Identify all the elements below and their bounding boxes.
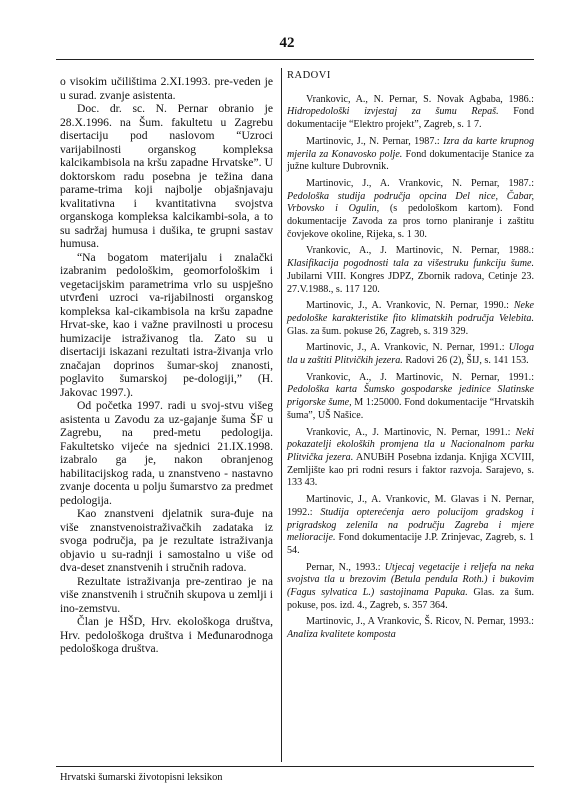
reference-entry [287,342,534,367]
reference-authors: Vrankovic, A., J. Martinovic, N. Pernar, 1991.: [306,371,534,383]
reference-authors: Pernar, N., 1993.: [306,561,385,573]
reference-entry [287,245,534,296]
paragraph: Kao znanstveni djelatnik sura-đuje na više znanstvenoistraživačkih zadataka iz svoga područja, pa je rezultate istraživanja objavio u su-radnji i samostalno u više od dva-deset znanstvenih i stručnih radova. [60,507,273,574]
reference-authors: Martinovic, J., A. Vrankovic, N. Pernar, 1991.: [306,342,509,354]
works-heading: RADOVI [287,70,331,81]
reference-source: M 1:25000. Fond dokumentacije “Hrvatskih šuma”, UŠ Našice. [287,397,534,421]
reference-title: Neke pedološke karakteristike fito klimatskih područja Velebita. [287,300,534,324]
reference-source: Glas. za šum. pokuse, pos. izd. 4., Zagreb, s. 357 364. [287,587,534,611]
reference-authors: Vrankovic, A., N. Pernar, S. Novak Agbaba, 1986.: [306,93,534,105]
reference-title: Studija opterećenja aero polucijom gradskog i prigradskog zelenila na području Zagreba i mjere melioracije. [287,506,534,544]
reference-title: Pedološka karta Šumsko gospodarske jedinice Slatinske prigorske šume, [287,384,534,409]
reference-title: Klasifikacija pogodnosti tala za višestruku funkciju šume. [287,258,534,270]
reference-source: Glas. za šum. pokuse 26, Zagreb, s. 319 329. [287,325,469,337]
reference-authors: Martinovic, J., A Vrankovic, Š. Ricov, N. Pernar, 1993.: [306,616,534,628]
reference-title: Uloga tla u zaštiti Plitvičkih jezera. [287,342,534,367]
reference-source: Jubilarni VIII. Kongres JDPZ, Zbornik radova, Cetinje 23. 27.V.1988., s. 117 120. [287,270,534,295]
reference-entry [287,616,534,641]
reference-authors: Martinovic, J., A. Vrankovic, N. Pernar, 1987.: [306,177,534,189]
works-column [287,70,534,646]
reference-source: Fond dokumentacije Stanice za južne kulture Dubrovnik. [287,148,535,173]
footer-text: Hrvatski šumarski životopisni leksikon [60,772,223,783]
reference-title: Izra da karte krupnog mjerila za Konavosko polje. [287,135,534,160]
reference-entry [287,136,534,174]
reference-entry [287,300,534,338]
biography-column [60,75,273,656]
reference-authors: Martinovic, J., A. Vrankovic, M. Glavas i N. Pernar, 1992.: [287,494,534,518]
paragraph: o visokim učilištima 2.XI.1993. pre-veden je u surad. zvanje asistenta. [60,75,273,102]
reference-source: Fond dokumentacije “Elektro projekt”, Zagreb, s. 1 7. [287,106,534,131]
paragraph: Doc. dr. sc. N. Pernar obranio je 28.X.1996. na Šum. fakultetu u Zagrebu disertaciju pod naslovom “Uzroci varijabilnosti organskog kompleksa kalcikambisola na kršu zapadne Hrvatske”. U doktorskom radu posebna je težina dana parame-trima koji najbolje objašnjavaju kvalitativna i kvantitativna svojstva organskoga kompleksa kalcikambi-sola, a to su sadržaj humusa i dušika, te grupni sastav humusa. [60,102,273,250]
header-rule [56,59,534,60]
paragraph: Od početka 1997. radi u svoj-stvu višeg asistenta u Zavodu za uz-gajanje šuma ŠF u Zagrebu, na pred-metu pedologija. Fakultetsko vijeće na sjednici 21.IX.1998. izabralo ga je, nakon obranjenog habilitacijskog rada, u znanstveno - nastavno zvanje docenta u polju šumarstvo za predmet pedologija. [60,399,273,507]
reference-title: Utjecaj vegetacije i reljefa na neka svojstva tla u brezovim (Betula pendula Roth.) i bukovim (Fagus sylvatica L.) sastojinama Papuka. [287,561,534,599]
column-divider [281,68,282,762]
reference-entry [287,427,534,491]
reference-source: Fond dokumentacije J.P. Zrinjevac, Zagreb, s. 1 54. [287,532,534,556]
paragraph: Rezultate istraživanja pre-zentirao je na više znanstvenih i stručnih skupova u zemlji i ino-zemstvu. [60,574,273,615]
reference-title: Neki pokazatelji ekoloških promjena tla u Nacionalnom parku Plitvička jezera. [287,426,534,463]
paragraph: “Na bogatom materijalu i znalački izabranim pedološkim, geomorfološkim i vegetacijskim parametrima vrlo su uspješno utvrđeni uzroci va-rijabilnosti organskog kompleksa kal-cikambisola na kršu zapadne Hrvat-ske, kao i važne pravilnosti u procesu humizacije istraživanog tla. Zato su u disertaciji iskazani rezultati istra-živanja vrlo značajan doprinos šumar-skoj znanosti, poglavito šumarskoj pe-dologiji,” (H. Jakovac 1997.). [60,250,273,399]
footer-rule [56,766,534,767]
reference-title: Hidropedološki izvjestaj za šumu Repaš. [287,106,499,118]
reference-authors: Martinovic, J., N. Pernar, 1987.: [306,135,444,147]
reference-title: Analiza kvalitete komposta [287,629,396,641]
reference-authors: Vrankovic, A., J. Martinovic, N. Pernar, 1991.: [306,426,516,438]
reference-source: (s pedološkom kartom). Fond dokumentacije Zavoda za pros torno planiranje i zaštitu čovjekove okoline, Rijeka, s. 1 30. [287,203,534,240]
reference-title: Pedološka studija područja opcina Del nice, Čabar, Vrbovsko i Ogulin, [287,190,534,215]
reference-authors: Martinovic, J., A. Vrankovic, N. Pernar, 1990.: [306,300,514,312]
reference-entry [287,562,534,613]
reference-entry [287,94,534,132]
reference-source: ANUBiH Posebna izdanja. Knjiga XCVIII, Zemljište kao pri rodni resurs i faktor razvoja. Sarajevo, s. 133 43. [287,451,534,489]
page-number: 42 [279,35,295,51]
reference-entry [287,372,534,423]
reference-authors: Vrankovic, A., J. Martinovic, N. Pernar, 1988.: [306,245,534,257]
reference-entry [287,494,534,558]
reference-source: Radovi 26 (2), ŠIJ, s. 141 153. [402,355,529,367]
reference-entry [287,178,534,242]
paragraph: Član je HŠD, Hrv. ekološkoga društva, Hrv. pedološkoga društva i Međunarodnoga pedološkoga društva. [60,615,273,655]
